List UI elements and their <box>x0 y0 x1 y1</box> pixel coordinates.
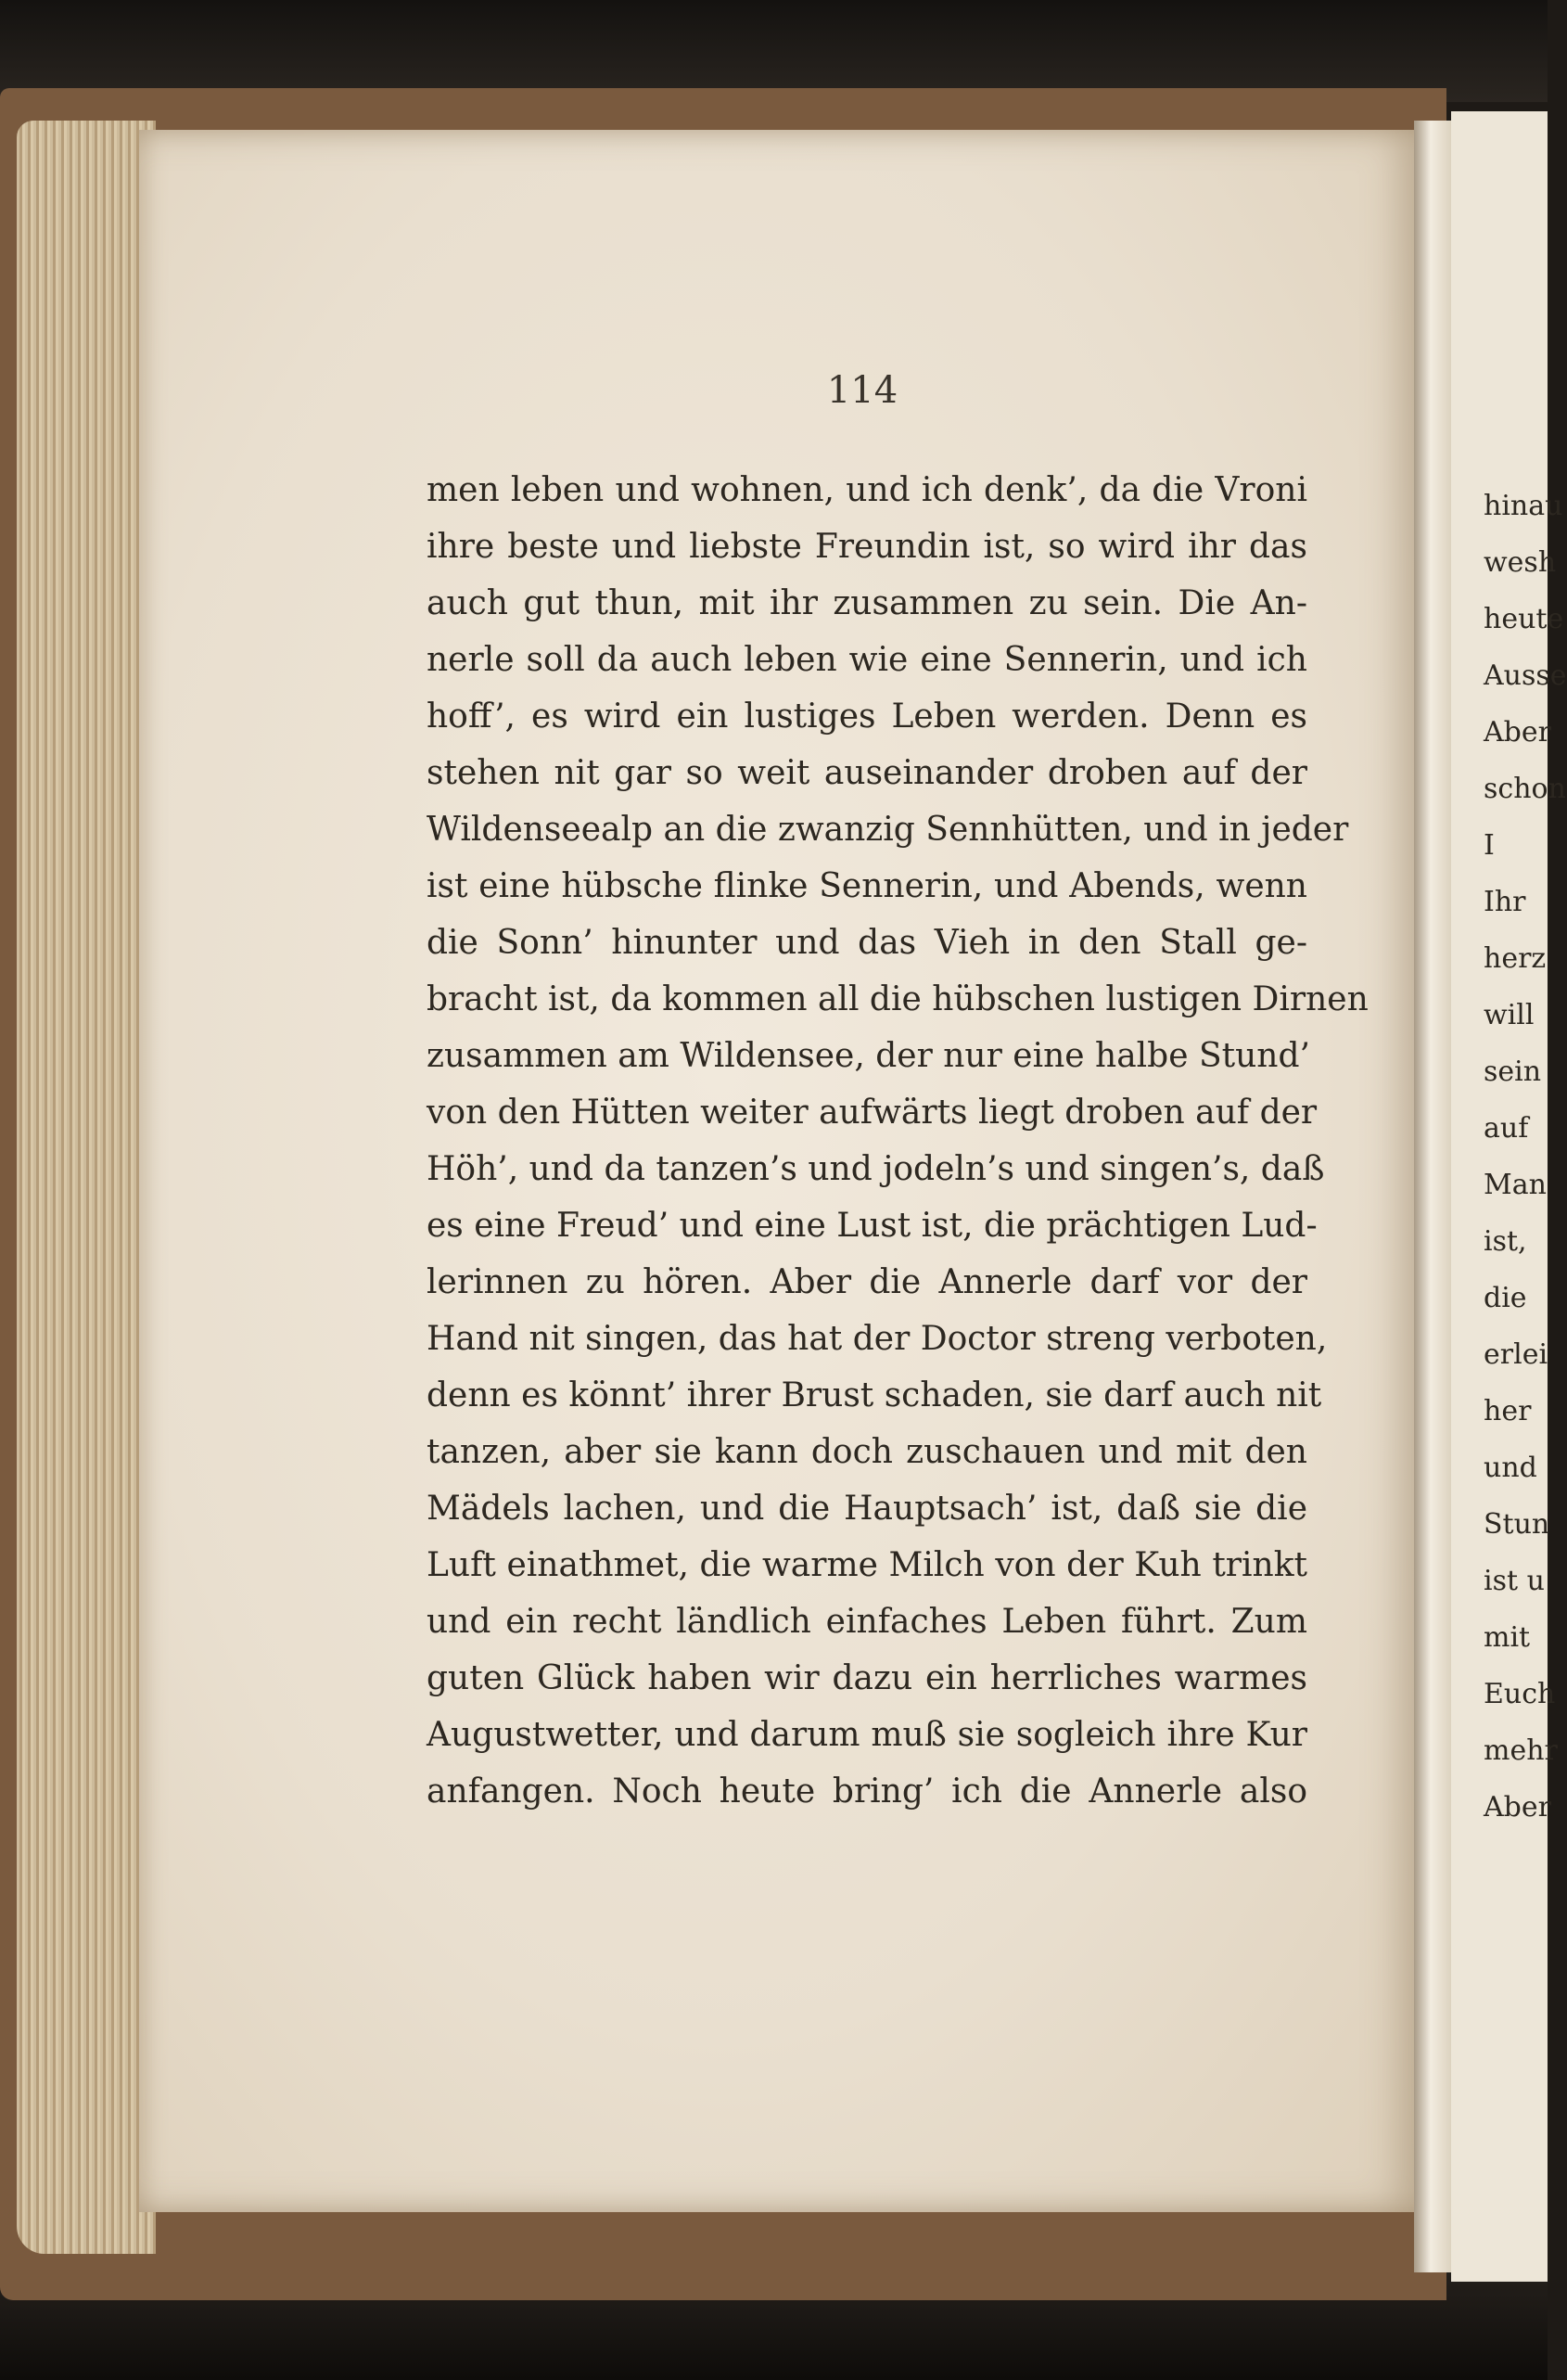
fragment-line: und <box>1484 1452 1537 1484</box>
fragment-line: Ausse <box>1484 659 1567 692</box>
fragment-line: sein <box>1484 1056 1542 1088</box>
text-line: tanzen, aber sie kann doch zuschauen und mit den <box>427 1433 1307 1471</box>
text-line: men leben und wohnen, und ich denk’, da die Vroni <box>427 471 1307 509</box>
stacked-page-edges <box>17 121 156 2254</box>
text-line: Hand nit singen, das hat der Doctor streng verboten, <box>427 1320 1328 1358</box>
text-line: Höh’, und da tanzen’s und jodeln’s und singen’s, daß <box>427 1150 1325 1188</box>
fragment-line: Aber <box>1484 716 1551 749</box>
fragment-line: heute <box>1484 603 1564 635</box>
text-line: ihre beste und liebste Freundin ist, so wird ihr das <box>427 528 1307 566</box>
text-line: Mädels lachen, und die Hauptsach’ ist, daß sie die <box>427 1490 1307 1528</box>
fragment-line: mit <box>1484 1621 1531 1654</box>
text-line: ist eine hübsche flinke Sennerin, und Abends, wenn <box>427 867 1307 905</box>
fragment-line: wesh <box>1484 546 1557 579</box>
text-line: bracht ist, da kommen all die hübschen lustigen Dirnen <box>427 980 1369 1018</box>
fragment-line: her <box>1484 1395 1532 1427</box>
fragment-line: Stun <box>1484 1508 1550 1541</box>
text-line: denn es könnt’ ihrer Brust schaden, sie darf auch nit <box>427 1376 1322 1414</box>
text-line: hoff’, es wird ein lustiges Leben werden. Denn es <box>427 697 1307 736</box>
fragment-line: I <box>1484 829 1495 862</box>
text-line: stehen nit gar so weit auseinander droben auf der <box>427 754 1307 792</box>
fragment-line: hinau <box>1484 490 1563 522</box>
text-line: auch gut thun, mit ihr zusammen zu sein. Die An- <box>427 584 1307 622</box>
fragment-line: Man <box>1484 1169 1547 1201</box>
fragment-line: schon <box>1484 773 1566 805</box>
body-text <box>427 462 1369 1820</box>
text-line: die Sonn’ hinunter und das Vieh in den Stall ge- <box>427 924 1307 962</box>
fragment-line: will <box>1484 999 1535 1031</box>
fragment-line: ist, <box>1484 1225 1527 1258</box>
fragment-line: die <box>1484 1282 1527 1314</box>
book-gutter <box>1414 121 1456 2272</box>
fragment-line: Euch <box>1484 1678 1556 1710</box>
text-line: anfangen. Noch heute bring’ ich die Annerle also <box>427 1772 1307 1811</box>
text-line: Augustwetter, und darum muß sie sogleich ihre Kur <box>427 1716 1307 1754</box>
fragment-line: mehr <box>1484 1734 1558 1767</box>
fragment-line: herz <box>1484 942 1547 975</box>
text-line: es eine Freud’ und eine Lust ist, die prächtigen Lud- <box>427 1207 1318 1245</box>
next-page-text-fragments <box>1484 478 1567 1836</box>
fragment-line: auf <box>1484 1112 1529 1145</box>
text-line: und ein recht ländlich einfaches Leben führt. Zum <box>427 1603 1307 1641</box>
fragment-line: erlei <box>1484 1338 1548 1371</box>
fragment-line: ist u <box>1484 1565 1545 1597</box>
text-line: guten Glück haben wir dazu ein herrliches warmes <box>427 1659 1307 1697</box>
page-number: 114 <box>826 369 898 412</box>
text-line: Wildenseealp an die zwanzig Sennhütten, und in jeder <box>427 811 1349 849</box>
text-line: von den Hütten weiter aufwärts liegt droben auf der <box>427 1094 1318 1132</box>
dark-background-top <box>0 0 1548 102</box>
text-line: Luft einathmet, die warme Milch von der Kuh trinkt <box>427 1546 1307 1584</box>
fragment-line: Aber <box>1484 1791 1551 1823</box>
text-line: zusammen am Wildensee, der nur eine halbe Stund’ <box>427 1037 1310 1075</box>
fragment-line: Ihr <box>1484 886 1526 918</box>
text-line: nerle soll da auch leben wie eine Sennerin, und ich <box>427 641 1307 679</box>
text-line: lerinnen zu hören. Aber die Annerle darf vor der <box>427 1263 1307 1301</box>
